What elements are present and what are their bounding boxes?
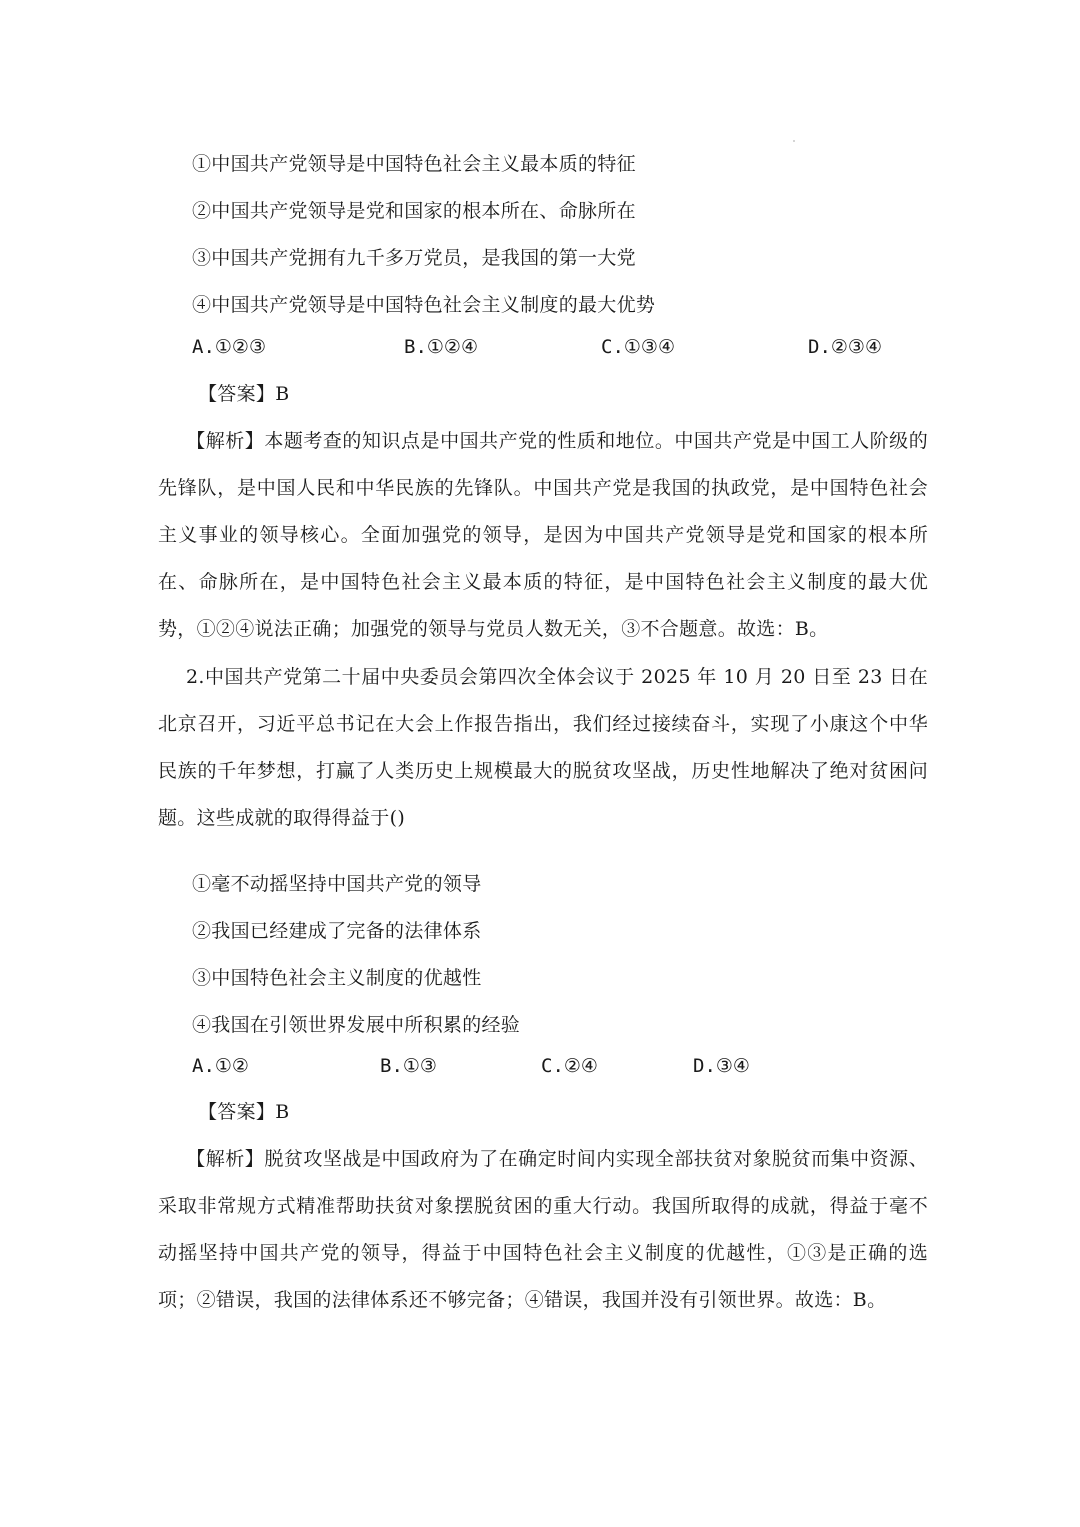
- q2-option-d: D.③④: [693, 1055, 750, 1077]
- q2-statement-1: ①毫不动摇坚持中国共产党的领导: [192, 873, 482, 895]
- q2-option-c: C.②④: [541, 1055, 598, 1077]
- q1-option-c: C.①③④: [601, 336, 675, 358]
- q1-statement-1: ①中国共产党领导是中国特色社会主义最本质的特征: [192, 153, 636, 175]
- q1-analysis-text: 【解析】本题考查的知识点是中国共产党的性质和地位。中国共产党是中国工人阶级的先锋队，是中国人民和中华民族的先锋队。中国共产党是我国的执政党，是中国特色社会主义事业的领导核心。全面加强党的领导，是因为中国共产党领导是党和国家的根本所在、命脉所在，是中国特色社会主义最本质的特征，是中国特色社会主义制度的最大优势，①②④说法正确；加强党的领导与党员人数无关，③不合题意。故选：B。: [158, 430, 928, 640]
- q1-analysis: [158, 418, 928, 653]
- q1-statement-2: ②中国共产党领导是党和国家的根本所在、命脉所在: [192, 200, 636, 222]
- q2-statement-3: ③中国特色社会主义制度的优越性: [192, 967, 482, 989]
- q1-option-b: B.①②④: [404, 336, 478, 358]
- q2-statement-4: ④我国在引领世界发展中所积累的经验: [192, 1014, 521, 1036]
- q2-analysis: [158, 1136, 928, 1324]
- q1-statement-4: ④中国共产党领导是中国特色社会主义制度的最大优势: [192, 294, 656, 316]
- scan-speck: [793, 140, 795, 142]
- q2-question-text: 2.中国共产党第二十届中央委员会第四次全体会议于 2025 年 10 月 20 日至 23 日在北京召开，习近平总书记在大会上作报告指出，我们经过接续奋斗，实现了小康这个中华民族的千年梦想，打赢了人类历史上规模最大的脱贫攻坚战，历史性地解决了绝对贫困问题。这些成就的取得得益于(): [158, 666, 928, 829]
- q2-analysis-text: 【解析】脱贫攻坚战是中国政府为了在确定时间内实现全部扶贫对象脱贫而集中资源、采取非常规方式精准帮助扶贫对象摆脱贫困的重大行动。我国所取得的成就，得益于毫不动摇坚持中国共产党的领导，得益于中国特色社会主义制度的优越性，①③是正确的选项；②错误，我国的法律体系还不够完备；④错误，我国并没有引领世界。故选：B。: [158, 1148, 928, 1311]
- q2-answer: 【答案】B: [198, 1101, 290, 1123]
- q1-statement-3: ③中国共产党拥有九千多万党员，是我国的第一大党: [192, 247, 636, 269]
- q2-option-a: A.①②: [192, 1055, 249, 1077]
- q2-question: [158, 654, 928, 842]
- q1-option-a: A.①②③: [192, 336, 266, 358]
- q2-statement-2: ②我国已经建成了完备的法律体系: [192, 920, 482, 942]
- q1-answer: 【答案】B: [198, 383, 290, 405]
- q1-option-d: D.②③④: [808, 336, 882, 358]
- q2-option-b: B.①③: [380, 1055, 437, 1077]
